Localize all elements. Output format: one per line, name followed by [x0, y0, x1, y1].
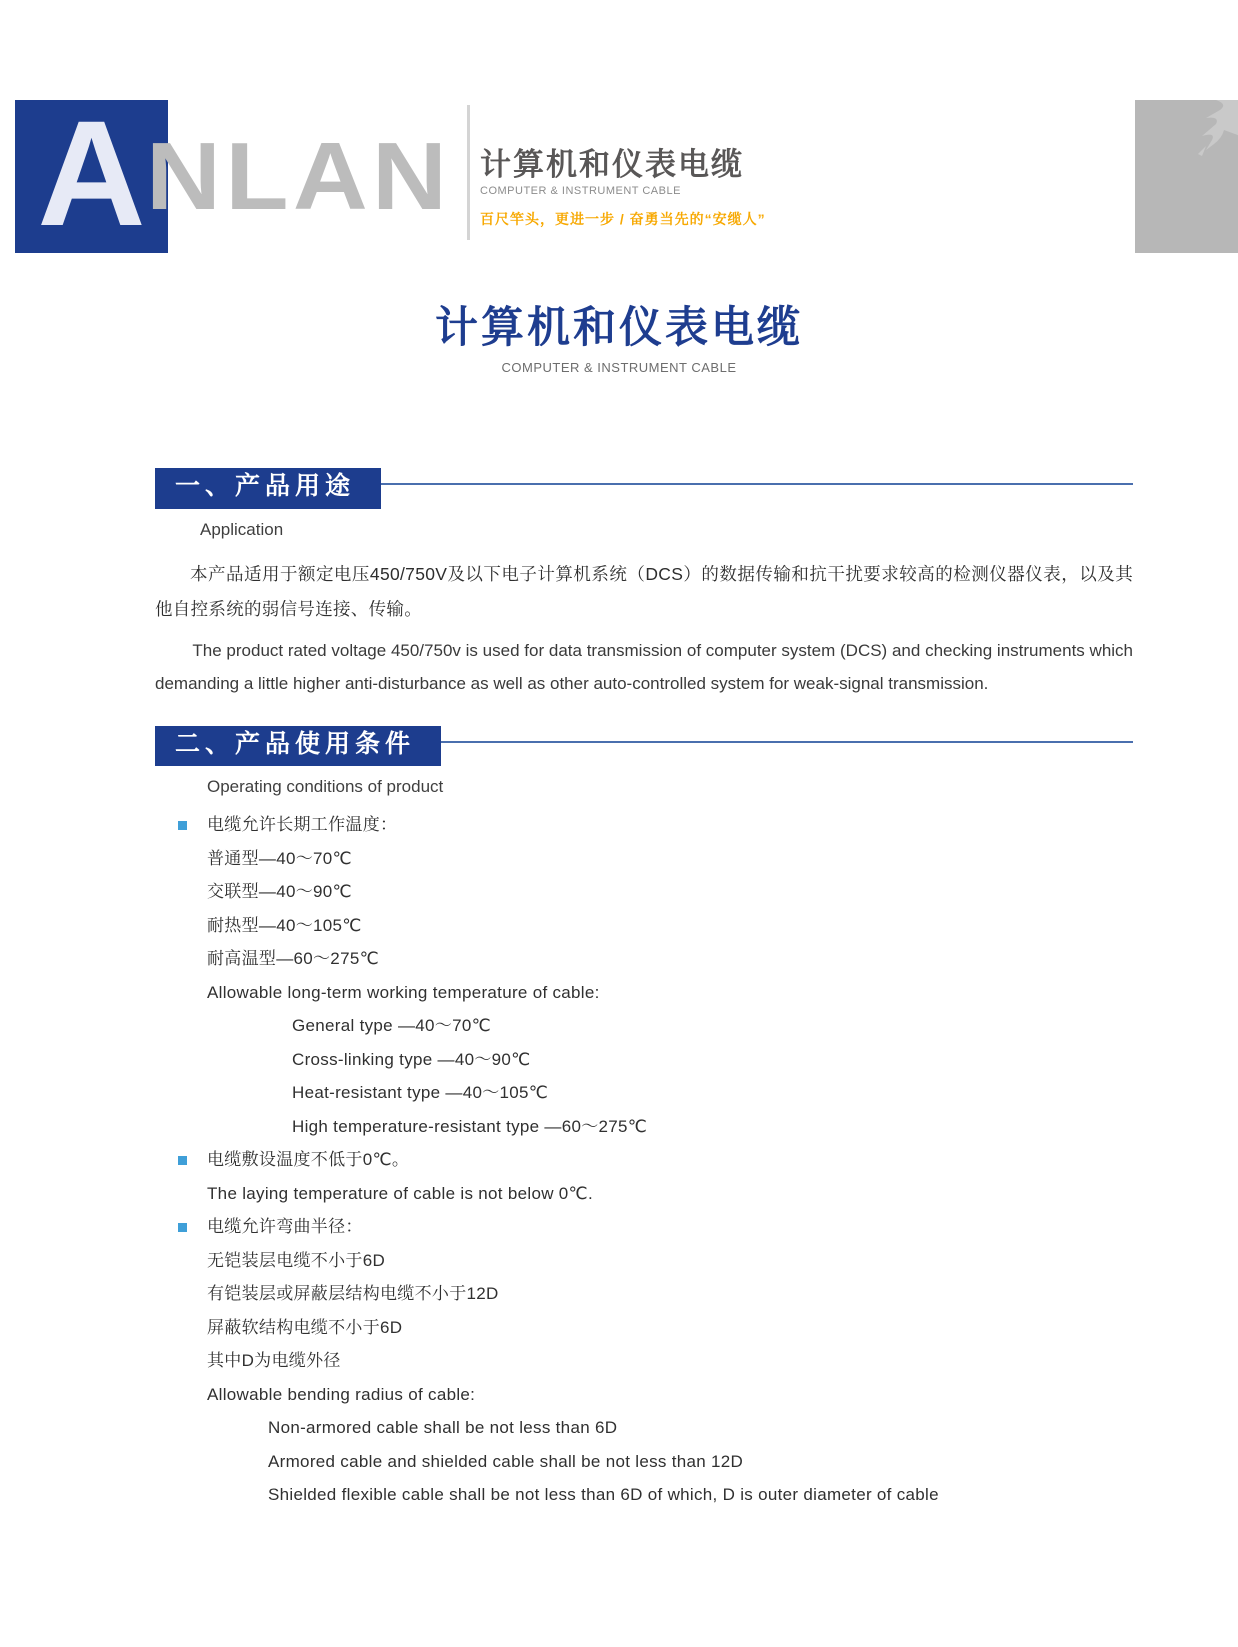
header-title-cn: 计算机和仪表电缆 [480, 147, 744, 182]
list-item: Heat-resistant type —40～105℃ [292, 1083, 549, 1103]
list-item: Shielded flexible cable shall be not less than 6D of which, D is outer diameter of cable [268, 1485, 939, 1505]
logo-wordmark: NLAN [146, 122, 452, 230]
list-item: 普通型—40～70℃ [207, 848, 352, 868]
list-item: 屏蔽软结构电缆不小于6D [207, 1317, 403, 1337]
header-title-en: COMPUTER & INSTRUMENT CABLE [480, 185, 681, 198]
list-item: Armored cable and shielded cable shall be not less than 12D [268, 1451, 744, 1471]
section2-heading [155, 726, 1133, 767]
application-paragraph-cn: 本产品适用于额定电压450/750V及以下电子计算机系统（DCS）的数据传输和抗干扰要求较高的检测仪器仪表，以及其他自控系统的弱信号连接、传输。 [155, 563, 1133, 619]
page-title-block [0, 305, 1238, 375]
list-item: 电缆允许长期工作温度： [155, 808, 1133, 842]
page-subtitle: COMPUTER & INSTRUMENT CABLE [501, 360, 737, 376]
content [155, 468, 1133, 1512]
section1-heading-en: Application [200, 519, 284, 539]
corner-photo [1135, 100, 1238, 253]
list-item: 无铠装层电缆不小于6D [207, 1250, 386, 1270]
header-slogan: 百尺竿头，更进一步 / 奋勇当先的“安缆人” [480, 211, 766, 228]
list-item: Cross-linking type —40～90℃ [292, 1049, 531, 1069]
list-item: 有铠装层或屏蔽层结构电缆不小于12D [207, 1284, 499, 1304]
operating-conditions-list [155, 808, 1133, 1512]
anlan-logo [15, 88, 452, 257]
header-text-block [480, 148, 1040, 229]
list-item: 耐热型—40～105℃ [207, 915, 362, 935]
section2-heading-rule [441, 741, 1133, 743]
application-paragraph-en: The product rated voltage 450/750v is used for data transmission of computer system (DCS) and checking instruments which demanding a little higher anti-disturbance as well as other auto-controlled system for weak-signal transmission. [155, 640, 1133, 693]
list-item: 交联型—40～90℃ [207, 882, 352, 902]
logo-letter-a: A [37, 88, 146, 257]
section2-heading-en: Operating conditions of product [207, 777, 444, 797]
list-item: General type —40～70℃ [292, 1016, 491, 1036]
list-item: High temperature-resistant type —60～275℃ [292, 1116, 648, 1136]
section1-heading-box: 一、产品用途 [155, 468, 381, 509]
list-item: 耐高温型—60～275℃ [207, 949, 379, 969]
list-item: Non-armored cable shall be not less than 6D [268, 1418, 618, 1438]
list-item: 其中D为电缆外径 [207, 1351, 341, 1371]
header-divider [467, 105, 470, 240]
section1-heading-rule [381, 483, 1133, 485]
page-title: 计算机和仪表电缆 [435, 304, 803, 352]
list-item: 电缆敷设温度不低于0℃。 [155, 1143, 1133, 1177]
list-item: The laying temperature of cable is not below 0℃. [207, 1183, 593, 1203]
list-item: 电缆允许弯曲半径： [155, 1210, 1133, 1244]
section1-heading [155, 468, 1133, 509]
list-item: Allowable long-term working temperature of cable: [207, 982, 600, 1002]
list-item: Allowable bending radius of cable: [207, 1384, 476, 1404]
section2-heading-box: 二、产品使用条件 [155, 726, 441, 767]
page-header [0, 88, 1238, 257]
leaf-icon [1176, 100, 1238, 204]
